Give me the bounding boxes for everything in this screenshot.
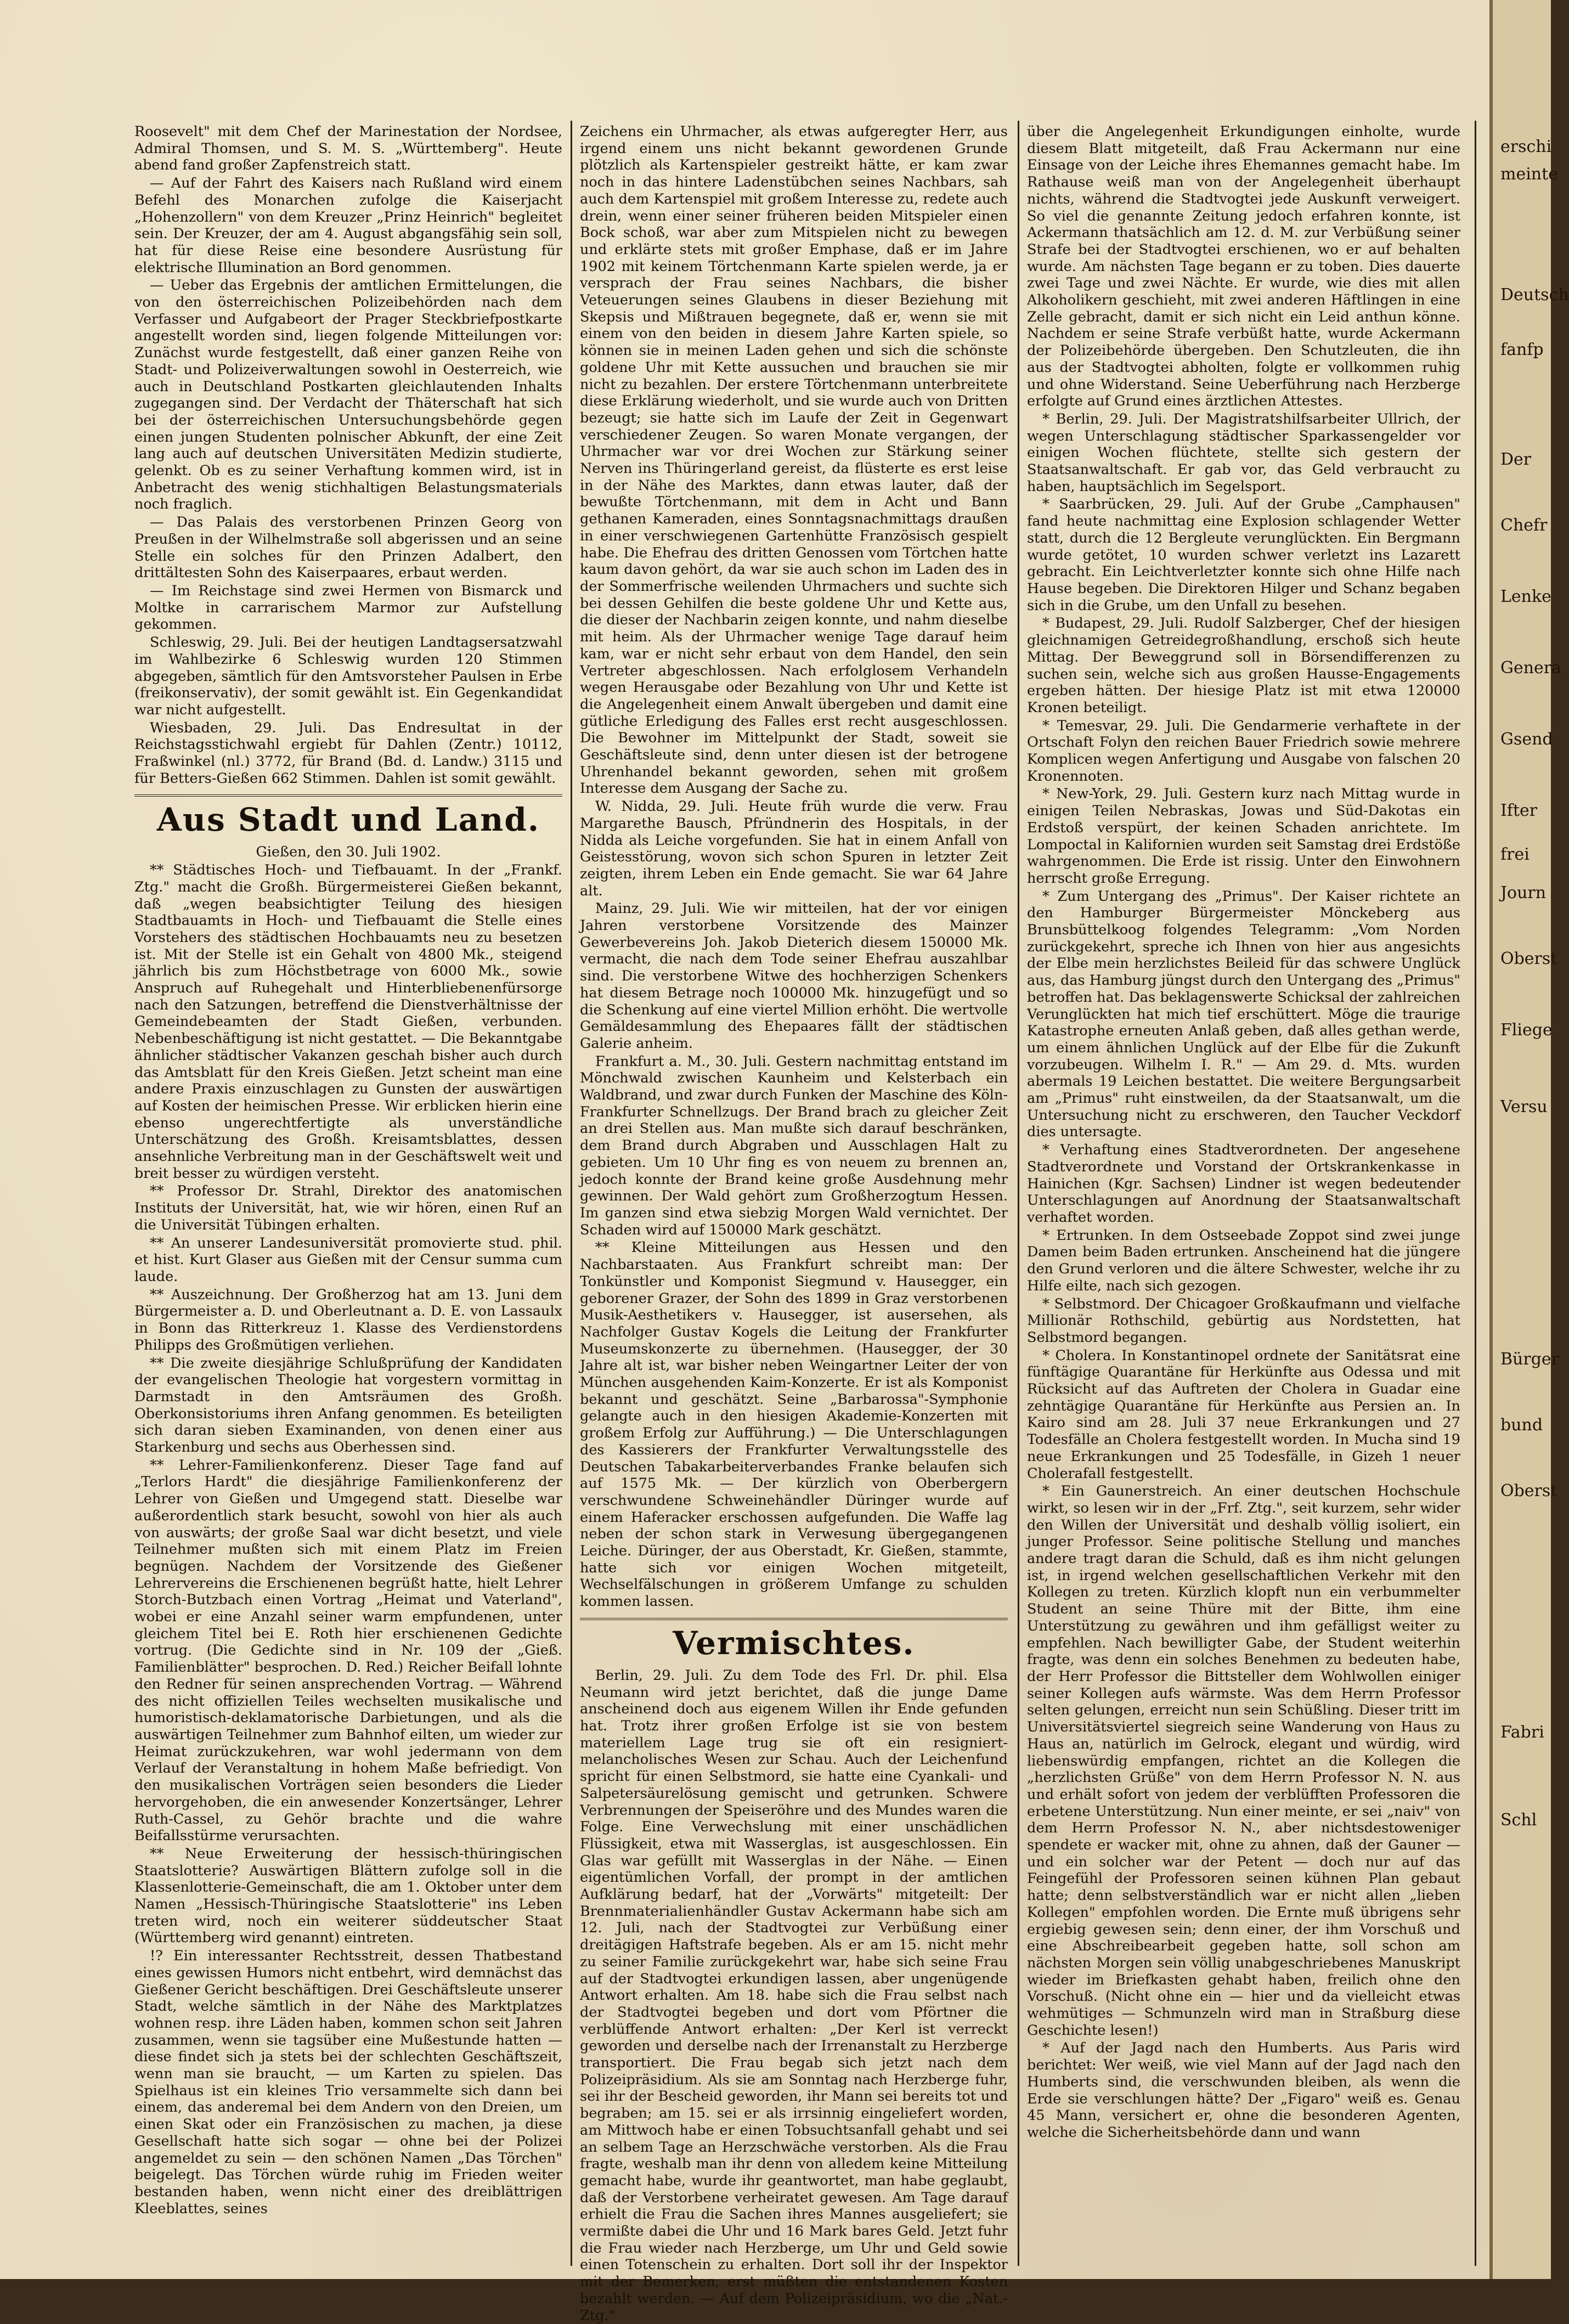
edge-text-fragment: Fabri	[1500, 1723, 1544, 1742]
article-paragraph: * Auf der Jagd nach den Humberts. Aus Paris wird berichtet: Wer weiß, wie viel Mann auf der Jagd nach den Humberts sind, die verschwunden bleiben, als wenn die Erde sie verschlungen hätte? Der „Figaro" weiß es. Genau 45 Mann, versichert er, ohne die besonderen Agenten, welche die Sicherheitsbehörde dann und wann	[1027, 2040, 1460, 2141]
article-paragraph: — Auf der Fahrt des Kaisers nach Rußland wird einem Befehl des Monarchen zufolge die Kaiserjacht „Hohenzollern" von dem Kreuzer „Prinz Heinrich" begleitet sein. Der Kreuzer, der am 4. August abgangsfähig sein soll, hat für diese Reise eine besondere Ausrüstung für elektrische Illumination an Bord genommen.	[134, 175, 562, 276]
column-1	[134, 123, 562, 2266]
column-rule	[1018, 121, 1019, 2266]
article-paragraph: Roosevelt" mit dem Chef der Marinestation der Nordsee, Admiral Thomsen, und S. M. S. „Württemberg". Heute abend fand großer Zapfenstreich statt.	[134, 123, 562, 174]
article-paragraph: ** Neue Erweiterung der hessisch-thüringischen Staatslotterie? Auswärtigen Blättern zufolge soll in die Klassenlotterie-Gemeinschaft, die am 1. Oktober unter dem Namen „Hessisch-Thüringische Staatslotterie" ins Leben treten wird, noch ein weiterer süddeutscher Staat (Württemberg wird genannt) eintreten.	[134, 1845, 562, 1947]
article-paragraph: ** An unserer Landesuniversität promovierte stud. phil. et hist. Kurt Glaser aus Gießen mit der Censur summa cum laude.	[134, 1234, 562, 1285]
article-paragraph: * Ein Gaunerstreich. An einer deutschen Hochschule wirkt, so lesen wir in der „Frf. Ztg.", seit kurzem, sehr wider den Willen der Universität und deshalb völlig isoliert, ein junger Professor. Seine politische Stellung und manches andere tragt daran die Schuld, daß es ihm nicht gelungen ist, in irgend welchen gesellschaftlichen Verkehr mit den Kollegen zu treten. Kürzlich klopft nun ein verbummelter Student an seine Thüre mit der Bitte, ihm eine Unterstützung zu gewähren und ihm gefälligst weiter zu empfehlen. Nach bewilligter Gabe, der Student weiterhin fragte, was denn ein solches Benehmen zu bedeuten habe, der Herr Professor die Bittsteller dem Wohlwollen einiger seiner Kollegen aufs wärmste. Was dem Herrn Professor selten gelungen, erreicht nun sein Schüßling. Dieser tritt im Universitätsviertel siegreich seine Wanderung von Haus zu Haus an, natürlich im Gelrock, elegant und würdig, wird liebenswürdig empfangen, richtet an die Kollegen die „herzlichsten Grüße" von dem Herrn Professor N. N. aus und erhält sofort von jedem der verblüfften Professoren die erbetene Unterstützung. Nun einer meinte, er sei „naiv" von dem Herrn Professor N. N., aber nichtsdestoweniger spendete er wacker mit, ohne zu ahnen, daß der Gauner — und ein solcher war der Petent — doch nur auf das Feingefühl der Professoren seinen kühnen Plan gebaut hatte; denn selbstverständlich war er nicht allen „lieben Kollegen" empfohlen worden. Die Ernte muß übrigens sehr ergiebig gewesen sein; denn einer, der ihm Vorschuß und eine Abschreibearbeit gegeben hatte, soll schon am nächsten Morgen sein völlig unabgeschriebenes Manuskript wieder im Briefkasten gehabt haben, freilich ohne den Vorschuß. (Nicht ohne ein — hier und da vielleicht etwas wehmütiges — Schmunzeln wird man in Straßburg diese Geschichte lesen!)	[1027, 1483, 1460, 2039]
article-paragraph: Frankfurt a. M., 30. Juli. Gestern nachmittag entstand im Mönchwald zwischen Kaunheim und Kelsterbach ein Waldbrand, und zwar durch Funken der Maschine des Köln-Frankfurter Schnellzugs. Der Brand brach zu gleicher Zeit an drei Stellen aus. Man mußte sich darauf beschränken, dem Brand durch Abgraben und Ausschlagen Halt zu gebieten. Um 10 Uhr fing es von neuem zu brennen an, jedoch konnte der Brand keine große Ausdehnung mehr gewinnen. Der Wald gehört zum Großherzogtum Hessen. Im ganzen sind etwa siebzig Morgen Wald vernichtet. Der Schaden wird auf 150000 Mark geschätzt.	[580, 1053, 1008, 1238]
article-paragraph: Berlin, 29. Juli. Zu dem Tode des Frl. Dr. phil. Elsa Neumann wird jetzt berichtet, daß die junge Dame anscheinend doch aus eigenem Willen ihr Ende gefunden hat. Trotz ihrer großen Erfolge ist sie von bestem materiellem Lage trug sie oft ein resigniert-melancholisches Wesen zur Schau. Auch der Leichenfund spricht für einen Selbstmord, sie hatte eine Cyankali- und Salpetersäurelösung gemischt und getrunken. Schwere Verbrennungen der Speiseröhre und des Mundes waren die Folge. Eine Verwechslung mit einer unschädlichen Flüssigkeit, etwa mit Wasserglas, ist ausgeschlossen. Ein Glas war gefüllt mit Wasserglas in der Nähe. — Einen eigentümlichen Vorfall, der prompt in der amtlichen Aufklärung bedarf, hat der „Vorwärts" mitgeteilt: Der Brennmaterialienhändler Gustav Ackermann habe sich am 12. Juli, nach der Stadtvogtei zur Verbüßung einer dreitägigen Haftstrafe begeben. Als er am 15. nicht mehr zu seiner Familie zurückgekehrt war, habe sich seine Frau auf der Stadtvogtei erkundigen lassen, aber ungenügende Antwort erhalten. Am 18. habe sich die Frau selbst nach der Stadtvogtei begeben und dort vom Pförtner die verblüffende Antwort erhalten: „Der Kerl ist verreckt geworden und derselbe nach der Irrenanstalt zu Herzberge transportiert. Die Frau begab sich jetzt nach dem Polizeipräsidium. Als sie am Sonntag nach Herzberge fuhr, sei ihr der Bescheid geworden, ihr Mann sei bereits tot und begraben; am 15. sei er als irrsinnig eingeliefert worden, am Mittwoch habe er einen Tobsuchtsanfall gehabt und sei an selbem Tage an Herzschwäche verstorben. Als die Frau fragte, weshalb man ihr denn von alledem keine Mitteilung gemacht habe, wurde ihr geantwortet, man habe geglaubt, daß der Verstorbene verheiratet gewesen. Am Tage darauf erhielt die Frau die Sachen ihres Mannes ausgeliefert; sie vermißte dabei die Uhr und 16 Mark bares Geld. Jetzt fuhr die Frau wieder nach Herzberge, um Uhr und Geld sowie einen Totenschein zu erhalten. Dort soll ihr der Inspektor mit der Bemerken, erst müßten die entstandenen Kosten bezahlt werden. — Auf dem Polizeipräsidium, wo die „Nat.-Ztg."	[580, 1667, 1008, 2324]
article-paragraph: * Ertrunken. In dem Ostseebade Zoppot sind zwei junge Damen beim Baden ertrunken. Anscheinend hat die jüngere den Grund verloren und die ältere Schwester, welche ihr zu Hilfe eilte, nach sich gezogen.	[1027, 1227, 1460, 1294]
article-paragraph: ** Kleine Mitteilungen aus Hessen und den Nachbarstaaten. Aus Frankfurt schreibt man: Der Tonkünstler und Komponist Siegmund v. Hausegger, ein geborener Grazer, der Sohn des 1899 in Graz verstorbenen Musik-Aesthetikers v. Hausegger, ist ausersehen, als Nachfolger Gustav Kogels die Leitung der Frankfurter Museumskonzerte zu übernehmen. (Hausegger, der 30 Jahre alt ist, war bisher neben Weingartner Leiter der von München ausgehenden Kaim-Konzerte. Er ist als Komponist bekannt und geschätzt. Seine „Barbarossa"-Symphonie gelangte auch in den hiesigen Akademie-Konzerten mit großem Erfolg zur Aufführung.) — Die Unterschlagungen des Kassierers der Frankfurter Verwaltungsstelle des Deutschen Tabakarbeiterverbandes Franke belaufen sich auf 1575 Mk. — Der kürzlich von Oberbergern verschwundene Schweinehändler Düringer wurde auf einem Haferacker erschossen aufgefunden. Die Waffe lag neben der schon stark in Verwesung übergegangenen Leiche. Düringer, der aus Oberstadt, Kr. Gießen, stammte, hatte sich vor einigen Wochen mitgeteilt, Wechselfälschungen in größerem Umfange zu schulden kommen lassen.	[580, 1239, 1008, 1610]
article-paragraph: * Cholera. In Konstantinopel ordnete der Sanitätsrat eine fünftägige Quarantäne für Herkünfte aus Odessa und mit Rücksicht auf das Auftreten der Cholera in Guadar eine zehntägige Quarantäne für Herkünfte aus Persien an. In Kairo sind am 28. Juli 37 neue Erkrankungen und 27 Todesfälle an Cholera festgestellt worden. In Mucha sind 19 neue Erkrankungen und 25 Todesfälle, in Gizeh 1 neuer Cholerafall festgestellt.	[1027, 1347, 1460, 1482]
section-heading: Aus Stadt und Land.	[134, 794, 562, 839]
article-paragraph: * Selbstmord. Der Chicagoer Großkaufmann und vielfache Millionär Rothschild, gebürtig aus Nordstetten, hat Selbstmord begangen.	[1027, 1295, 1460, 1346]
edge-text-fragment: bund	[1500, 1415, 1543, 1435]
column-3	[1027, 123, 1460, 2266]
edge-text-fragment: meinte	[1500, 165, 1558, 184]
edge-text-fragment: Fliege	[1500, 1020, 1553, 1040]
article-paragraph: W. Nidda, 29. Juli. Heute früh wurde die verw. Frau Margarethe Bausch, Pfründnerin des Hospitals, in der Nidda als Leiche vorgefunden. Sie hat in einem Anfall von Geistesstörung, wovon sich schon Spuren in letzter Zeit zeigten, ihrem Leben ein Ende gemacht. Sie war 64 Jahre alt.	[580, 798, 1008, 899]
article-paragraph: !? Ein interessanter Rechtsstreit, dessen Thatbestand eines gewissen Humors nicht entbehrt, wird demnächst das Gießener Gericht beschäftigen. Drei Geschäftsleute unserer Stadt, welche sämtlich in der Nähe des Marktplatzes wohnen resp. ihre Läden haben, kommen schon seit Jahren zusammen, wenn sie tagsüber eine Mußestunde hatten — diese findet sich ja stets bei der schlechten Geschäftszeit, wenn man sie braucht, — um Karten zu spielen. Das Spielhaus ist ein kleines Trio versammelte sich dann bei einem, das anderemal bei dem Andern von den Dreien, um einen Skat oder ein Französischen zu machen, ja diese Gesellschaft hatte sich sogar — ohne bei der Polizei angemeldet zu sein — den schönen Namen „Das Törchen" beigelegt. Das Törchen würde ruhig im Frieden weiter bestanden haben, wenn nicht einer des dreiblättrigen Kleeblattes, seines	[134, 1948, 562, 2217]
article-paragraph: — Im Reichstage sind zwei Hermen von Bismarck und Moltke in carrarischem Marmor zur Aufstellung gekommen.	[134, 582, 562, 633]
edge-text-fragment: fanfp	[1500, 340, 1544, 359]
article-paragraph: — Das Palais des verstorbenen Prinzen Georg von Preußen in der Wilhelmstraße soll abgerissen und an seine Stelle ein solches für den Prinzen Adalbert, den drittältesten Sohn des Kaiserpaares, erbaut werden.	[134, 514, 562, 582]
column-rule	[571, 121, 572, 2266]
article-paragraph: * Saarbrücken, 29. Juli. Auf der Grube „Camphausen" fand heute nachmittag eine Explosion schlagender Wetter statt, durch die 12 Bergleute verunglückten. Ein Bergmann wurde getötet, 10 wurden schwer verletzt ins Lazarett gebracht. Ein Leichtverletzter konnte sich ohne Hilfe nach Hause begeben. Die Direktoren Hilger und Schanz begaben sich in die Grube, um den Unfall zu besehen.	[1027, 496, 1460, 614]
edge-text-fragment: Der	[1500, 450, 1532, 469]
article-paragraph: ** Professor Dr. Strahl, Direktor des anatomischen Instituts der Universität, hat, wie wir hören, einen Ruf an die Universität Tübingen erhalten.	[134, 1183, 562, 1233]
article-paragraph: * Verhaftung eines Stadtverordneten. Der angesehene Stadtverordnete und Vorstand der Ortskrankenkasse in Hainichen (Kgr. Sachsen) Lindner ist wegen bedeutender Unterschlagungen auf Anordnung der Staatsanwaltschaft verhaftet worden.	[1027, 1142, 1460, 1226]
edge-text-fragment: Genera	[1500, 658, 1562, 678]
edge-text-fragment: Lenke	[1500, 587, 1551, 606]
edge-text-fragment: Journ	[1500, 883, 1547, 902]
article-paragraph: * Berlin, 29. Juli. Der Magistratshilfsarbeiter Ullrich, der wegen Unterschlagung städtischer Sparkassengelder vor einigen Wochen flüchtete, stellte sich gestern der Staatsanwaltschaft. Er gab vor, das Geld verbraucht zu haben, hauptsächlich im Segelsport.	[1027, 410, 1460, 495]
article-paragraph: * Temesvar, 29. Juli. Die Gendarmerie verhaftete in der Ortschaft Folyn den reichen Bauer Friedrich sowie mehrere Komplicen wegen Anfertigung und Ausgabe von falschen 20 Kronennoten.	[1027, 717, 1460, 785]
article-paragraph: — Ueber das Ergebnis der amtlichen Ermittelungen, die von den österreichischen Polizeibehörden nach dem Verfasser und Aufgabeort der Prager Steckbriefpostkarte angestellt worden sind, liegen folgende Mitteilungen vor: Zunächst wurde festgestellt, daß einer ganzen Reihe von Stadt- und Polizeiverwaltungen sowohl in Oesterreich, wie auch in Deutschland Postkarten gleichlautenden Inhalts zugegangen sind. Der Verdacht der Thäterschaft hat sich bei der österreichischen Untersuchungsbehörde gegen einen jungen Studenten polnischer Abkunft, der eine Zeit lang auch auf deutschen Universitäten Medizin studierte, gelenkt. Ob es zu seiner Verhaftung kommen wird, ist in Anbetracht des wenig stichhaltigen Belastungsmaterials noch fraglich.	[134, 277, 562, 513]
section-heading: Vermischtes.	[580, 1618, 1008, 1663]
article-paragraph: * New-York, 29. Juli. Gestern kurz nach Mittag wurde in einigen Teilen Nebraskas, Jowas und Süd-Dakotas ein Erdstoß verspürt, der keinen Schaden anrichtete. Im Lompoctal in Kalifornien wurden seit Samstag drei Erdstöße wahrgenommen. Die Erde ist rissig. Unter den Einwohnern herrscht große Erregung.	[1027, 786, 1460, 887]
article-paragraph: * Budapest, 29. Juli. Rudolf Salzberger, Chef der hiesigen gleichnamigen Getreidegroßhandlung, erschoß sich heute Mittag. Der Beweggrund soll in Börsendifferenzen zu suchen sein, welche sich aus großen Hausse-Engagements ergeben hätten. Der hiesige Platz ist mit etwa 120000 Kronen beteiligt.	[1027, 615, 1460, 716]
article-paragraph: Wiesbaden, 29. Juli. Das Endresultat in der Reichstagsstichwahl ergiebt für Dahlen (Zentr.) 10112, Fraßwinkel (nl.) 3772, für Brand (Bd. d. Landw.) 3115 und für Betters-Gießen 662 Stimmen. Dahlen ist somit gewählt.	[134, 719, 562, 787]
edge-text-fragment: Gsend	[1500, 730, 1553, 749]
article-paragraph: ** Lehrer-Familienkonferenz. Dieser Tage fand auf „Terlors Hardt" die diesjährige Familienkonferenz der Lehrer von Gießen und Umgegend statt. Dieselbe war außerordentlich stark besucht, sowohl von hier als auch von auswärts; der große Saal war dicht besetzt, und viele Teilnehmer mußten sich mit einem Platz im Freien begnügen. Nachdem der Vorsitzende des Gießener Lehrervereins die Erschienenen begrüßt hatte, hielt Lehrer Storch-Butzbach einen Vortrag „Heimat und Vaterland", wobei er eine Anzahl seiner warm empfundenen, unter gleichem Titel bei E. Roth hier erschienenen Gedichte vortrug. (Die Gedichte sind in Nr. 109 der „Gieß. Familienblätter" besprochen. D. Red.) Reicher Beifall lohnte den Redner für seinen ansprechenden Vortrag. — Während des nicht offiziellen Teiles wechselten musikalische und humoristisch-deklamatorische Darbietungen, und als die auswärtigen Teilnehmer zum Bahnhof eilten, um wieder zur Heimat zurückzukehren, war wohl jedermann von dem Verlauf der Veranstaltung in hohem Maße befriedigt. Von den musikalischen Vorträgen seien besonders die Lieder hervorgehoben, die ein anwesender Konzertsänger, Lehrer Ruth-Cassel, zu Gehör brachte und die wahre Beifallsstürme verursachten.	[134, 1457, 562, 1844]
column-2	[580, 123, 1008, 2324]
edge-text-fragment: frei	[1500, 845, 1530, 864]
edge-text-fragment: erschi	[1500, 137, 1552, 156]
article-paragraph: über die Angelegenheit Erkundigungen einholte, wurde diesem Blatt mitgeteilt, daß Frau Ackermann nur eine Einsage von der Leiche ihres Ehemannes gemacht habe. Im Rathause weiß man von der Angelegenheit überhaupt nichts, während die Stadtvogtei jede Auskunft verweigert. So viel die genannte Zeitung jedoch erfahren konnte, ist Ackermann thatsächlich am 12. d. M. zur Verbüßung seiner Strafe bei der Stadtvogtei erschienen, wo er auf behalten wurde. Am nächsten Tage begann er zu toben. Dies dauerte zwei Tage und zwei Nächte. Er wurde, wie dies mit allen Alkoholikern geschieht, mit zwei anderen Häftlingen in eine Zelle gebracht, damit er sich nicht ein Leid anthun könne. Nachdem er seine Strafe verbüßt hatte, wurde Ackermann der Polizeibehörde übergeben. Den Schutzleuten, die ihn aus der Stadtvogtei abholten, folgte er vollkommen ruhig und ohne Widerstand. Seine Ueberführung nach Herzberge erfolgte auf Grund eines ärztlichen Attestes.	[1027, 123, 1460, 410]
edge-text-fragment: Oberst	[1500, 1481, 1557, 1501]
article-paragraph: Zeichens ein Uhrmacher, als etwas aufgeregter Herr, aus irgend einem uns nicht bekannt gewordenen Grunde plötzlich als Kartenspieler gestreikt hätte, er kam zwar noch in das hintere Ladenstübchen seines Nachbars, sah auch dem Kartenspiel mit großem Interesse zu, redete auch drein, wenn einer seiner früheren beiden Mitspieler einen Bock schoß, war aber zum Mitspielen nicht zu bewegen und erklärte stets mit großer Emphase, daß er im Jahre 1902 mit keinem Törtchenmann Karte spielen werde, ja er versprach der Frau seines Nachbars, die bisher Veteuerungen seines Glaubens in dieser Beziehung mit Skepsis und Mißtrauen begegnete, daß er, wenn sie mit einem von den beiden in diesem Jahre Karten spiele, so können sie in meinen Laden gehen und sich die schönste goldene Uhr mit Kette aussuchen und brauchen sie mir nicht zu bezahlen. Der erstere Törtchenmann unterbreitete diese Erklärung wiederholt, und sie wurde auch von Dritten bezeugt; sie hatte sich im Laufe der Zeit in Gegenwart verschiedener Zeugen. So waren Monate vergangen, der Uhrmacher war vor drei Wochen zur Stärkung seiner Nerven ins Thüringerland gereist, da flüsterte es erst leise in der Nähe des Marktes, dann etwas lauter, daß der bewußte Törtchenmann, mit dem in Acht und Bann gethanen Kameraden, eines Sonntagsnachmittags draußen in einer verschwiegenen Gartenhütte Französisch gespielt habe. Die Ehefrau des dritten Genossen vom Törtchen hatte kaum davon gehört, da war sie auch schon im Laden des in der Sommerfrische weilenden Uhrmachers und suchte sich bei dessen Gehilfen die beste goldene Uhr und Kette aus, die dieser der Nachbarin zeigen konnte, und nahm dieselbe mit heim. Als der Uhrmacher wenige Tage darauf heim kam, war er nicht sehr erbaut von dem Handel, den sein Vertreter abgeschlossen. Nach erfolglosem Verhandeln wegen Herausgabe oder Bezahlung von Uhr und Kette ist die Angelegenheit einem Anwalt übergeben und damit eine gütliche Erledigung des Falles erst recht ausgeschlossen. Die Bewohner im Mittelpunkt der Stadt, soweit sie Geschäftsleute sind, denn unter diesen ist der betrogene Uhrenhandel bekannt geworden, sehen mit großem Interesse dem Ausgang der Sache zu.	[580, 123, 1008, 797]
article-paragraph: ** Die zweite diesjährige Schlußprüfung der Kandidaten der evangelischen Theologie hat vorgestern vormittag in Darmstadt in den Amtsräumen des Großh. Oberkonsistoriums ihren Anfang genommen. Es beteiligten sich daran sieben Examinanden, von denen einer aus Starkenburg und sechs aus Oberhessen sind.	[134, 1355, 562, 1456]
article-paragraph: ** Auszeichnung. Der Großherzog hat am 13. Juni dem Bürgermeister a. D. und Oberleutnant a. D. E. von Lassaulx in Bonn das Ritterkreuz 1. Klasse des Verdienstordens Philipps des Großmütigen verliehen.	[134, 1286, 562, 1353]
article-paragraph: ** Städtisches Hoch- und Tiefbauamt. In der „Frankf. Ztg." macht die Großh. Bürgermeisterei Gießen bekannt, daß „wegen beabsichtigter Teilung des hiesigen Stadtbauamts in Hoch- und Tiefbauamt die Stelle eines Vorstehers des städtischen Hochbauamts neu zu besetzen ist. Mit der Stelle ist ein Gehalt von 4800 Mk., steigend jährlich bis zum Höchstbetrage von 6000 Mk., sowie Anspruch auf Ruhegehalt und Hinterbliebenenfürsorge nach den Satzungen, betreffend die Dienstverhältnisse der Gemeindebeamten der Stadt Gießen, verbunden. Nebenbeschäftigung ist nicht gestattet. — Die Bekanntgabe ähnlicher städtischer Vakanzen geschah bisher auch durch das Amtsblatt für den Kreis Gießen. Jetzt scheint man eine andere Praxis einzuschlagen zu Gunsten der auswärtigen auf Kosten der heimischen Presse. Wir erblicken hierin eine ebenso ungerechtfertigte als unverständliche Unterschätzung des Großh. Kreisamtsblattes, dessen ansehnliche Verbreitung man in der Geschäftswelt weit und breit besser zu würdigen versteht.	[134, 862, 562, 1182]
edge-text-fragment: Oberst	[1500, 949, 1557, 968]
dateline: Gießen, den 30. Juli 1902.	[256, 844, 441, 861]
article-paragraph: Mainz, 29. Juli. Wie wir mitteilen, hat der vor einigen Jahren verstorbene Vorsitzende des Mainzer Gewerbevereins Joh. Jakob Dieterich diesem 150000 Mk. vermacht, die nach dem Tode seiner Ehefrau auszahlbar sind. Die verstorbene Witwe des hochherzigen Schenkers hat diesem Betrage noch 100000 Mk. hinzugefügt und so die Schenkung auf eine viertel Million erhöht. Die wertvolle Gemäldesammlung des Ehepaares fällt der städtischen Galerie anheim.	[580, 900, 1008, 1052]
adjacent-page-edge	[1489, 0, 1569, 2279]
edge-text-fragment: Schl	[1500, 1810, 1537, 1830]
edge-text-fragment: Chefr	[1500, 516, 1548, 535]
edge-text-fragment: Ifter	[1500, 801, 1538, 820]
column-rule	[1475, 121, 1476, 2266]
edge-text-fragment: Deutsch	[1500, 285, 1569, 304]
article-paragraph: Schleswig, 29. Juli. Bei der heutigen Landtagsersatzwahl im Wahlbezirke 6 Schleswig wurden 120 Stimmen abgegeben, sämtlich für den Amtsvorsteher Paulsen in Erbe (freikonservativ), der somit gewählt ist. Ein Gegenkandidat war nicht aufgestellt.	[134, 634, 562, 718]
edge-text-fragment: Bürger	[1500, 1350, 1560, 1369]
article-paragraph: * Zum Untergang des „Primus". Der Kaiser richtete an den Hamburger Bürgermeister Mönckeberg aus Brunsbüttelkoog folgendes Telegramm: „Vom Norden zurückgekehrt, spreche ich Ihnen von hier aus angesichts der Elbe mein herzlichstes Beileid für das schwere Unglück aus, das Hamburg jüngst durch den Untergang des „Primus" betroffen hat. Das beklagenswerte Schicksal der zahlreichen Verunglückten hat mich tief erschüttert. Möge die traurige Katastrophe erneuten Anlaß geben, daß alles gethan werde, um einem ähnlichen Unglück auf der Elbe für die Zukunft vorzubeugen. Wilhelm I. R." — Am 29. d. Mts. wurden abermals 19 Leichen bestattet. Die weitere Bergungsarbeit am „Primus" ruht einstweilen, da der Staatsanwalt, um die Untersuchung nicht zu erschweren, den Taucher Veckdorf dies untersagte.	[1027, 888, 1460, 1141]
edge-text-fragment: Versu	[1500, 1097, 1548, 1116]
